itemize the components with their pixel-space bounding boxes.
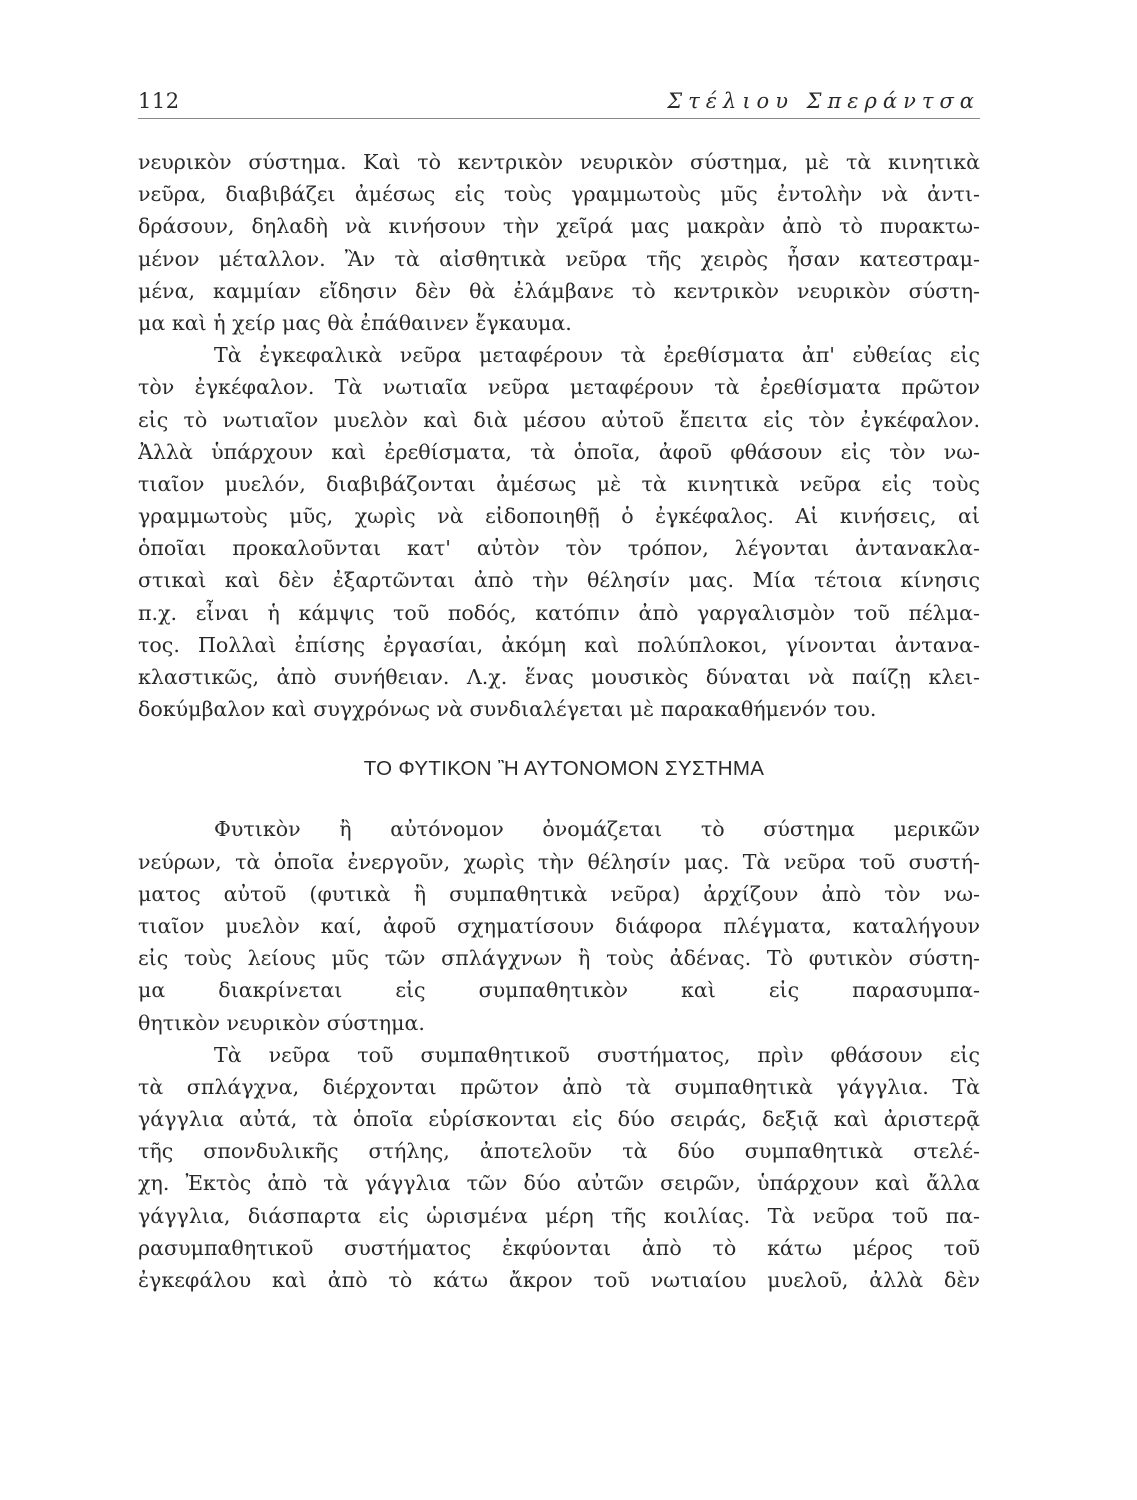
text-line: γραμμωτοὺς μῦς, χωρὶς νὰ εἰδοποιηθῇ ὁ ἐγκέφαλος. Αἱ κινήσεις, αἱ — [138, 504, 980, 529]
text-line: στικαὶ καὶ δὲν ἐξαρτῶνται ἀπὸ τὴν θέλησίν μας. Μία τέτοια κίνησις — [138, 568, 980, 593]
page-header — [138, 86, 980, 120]
section-gap — [138, 725, 980, 749]
text-line: μένον μέταλλον. Ἂν τὰ αἰσθητικὰ νεῦρα τῆς χειρὸς ἦσαν κατεστραμ- — [138, 246, 980, 271]
text-line: τιαῖον μυελόν, διαβιβάζονται ἀμέσως μὲ τὰ κινητικὰ νεῦρα εἰς τοὺς — [138, 471, 980, 496]
text-line: δράσουν, δηλαδὴ νὰ κινήσουν τὴν χεῖρά μας μακρὰν ἀπὸ τὸ πυρακτω- — [138, 214, 980, 239]
text-line: θητικὸν νευρικὸν σύστημα. — [138, 1010, 425, 1035]
text-line: ἐγκεφάλου καὶ ἀπὸ τὸ κάτω ἄκρον τοῦ νωτιαίου μυελοῦ, ἀλλὰ δὲν — [138, 1268, 980, 1292]
text-line: τῆς σπονδυλικῆς στήλης, ἀποτελοῦν τὰ δύο συμπαθητικὰ στελέ- — [138, 1139, 980, 1164]
text-line: μα διακρίνεται εἰς συμπαθητικὸν καὶ εἰς παρασυμπα- — [138, 978, 980, 1003]
text-line: κλαστικῶς, ἀπὸ συνήθειαν. Λ.χ. ἕνας μουσικὸς δύναται νὰ παίζῃ κλει- — [138, 665, 980, 689]
page-number: 112 — [138, 89, 180, 113]
text-line: νεύρων, τὰ ὁποῖα ἐνεργοῦν, χωρὶς τὴν θέλησίν μας. Τὰ νεῦρα τοῦ συστή- — [138, 849, 980, 874]
text-line: χη. Ἐκτὸς ἀπὸ τὰ γάγγλια τῶν δύο αὐτῶν σειρῶν, ὑπάρχουν καὶ ἄλλα — [138, 1171, 980, 1196]
text-line: γάγγλια, διάσπαρτα εἰς ὡρισμένα μέρη τῆς κοιλίας. Τὰ νεῦρα τοῦ πα- — [138, 1203, 980, 1228]
text-line: τιαῖον μυελὸν καί, ἀφοῦ σχηματίσουν διάφορα πλέγματα, καταλήγουν — [138, 913, 980, 938]
text-line: γάγγλια αὐτά, τὰ ὁποῖα εὑρίσκονται εἰς δύο σειράς, δεξιᾷ καὶ ἀριστερᾷ — [138, 1107, 980, 1132]
text-line: Τὰ νεῦρα τοῦ συμπαθητικοῦ συστήματος, πρὶν φθάσουν εἰς — [214, 1042, 980, 1067]
text-line: ὁποῖαι προκαλοῦνται κατ' αὐτὸν τὸν τρόπον, λέγονται ἀντανακλα- — [138, 536, 980, 561]
text-line: νευρικὸν σύστημα. Καὶ τὸ κεντρικὸν νευρικὸν σύστημα, μὲ τὰ κινητικὰ — [138, 150, 980, 174]
paragraph — [138, 1039, 980, 1297]
text-line: Τὰ ἐγκεφαλικὰ νεῦρα μεταφέρουν τὰ ἐρεθίσματα ἀπ' εὐθείας εἰς — [214, 343, 980, 368]
paragraph — [138, 339, 980, 725]
paragraph — [138, 146, 980, 339]
paragraph — [138, 813, 980, 1038]
text-line: Ἀλλὰ ὑπάρχουν καὶ ἐρεθίσματα, τὰ ὁποῖα, ἀφοῦ φθάσουν εἰς τὸν νω- — [138, 439, 980, 464]
text-line: μα καὶ ἡ χείρ μας θὰ ἐπάθαινεν ἔγκαυμα. — [138, 310, 572, 335]
header-rule — [138, 118, 980, 119]
running-head: Στέλιου Σπεράντσα — [667, 89, 980, 113]
section-heading: ΤΟ ΦΥΤΙΚΟΝ Ἢ ΑΥΤΟΝΟΜΟΝ ΣΥΣΤΗΜΑ — [363, 757, 765, 781]
text-line: π.χ. εἶναι ἡ κάμψις τοῦ ποδός, κατόπιν ἀπὸ γαργαλισμὸν τοῦ πέλμα- — [138, 600, 980, 625]
section-gap — [138, 789, 980, 813]
text-line: Φυτικὸν ἢ αὐτόνομον ὀνομάζεται τὸ σύστημα μερικῶν — [214, 817, 980, 842]
text-line: τὰ σπλάγχνα, διέρχονται πρῶτον ἀπὸ τὰ συμπαθητικὰ γάγγλια. Τὰ — [138, 1074, 980, 1099]
text-line: ρασυμπαθητικοῦ συστήματος ἐκφύονται ἀπὸ τὸ κάτω μέρος τοῦ — [138, 1235, 980, 1260]
text-line: ματος αὐτοῦ (φυτικὰ ἢ συμπαθητικὰ νεῦρα) ἀρχίζουν ἀπὸ τὸν νω- — [138, 881, 980, 906]
text-line: εἰς τὸ νωτιαῖον μυελὸν καὶ διὰ μέσου αὐτοῦ ἔπειτα εἰς τὸν ἐγκέφαλον. — [138, 407, 980, 432]
text-line: εἰς τοὺς λείους μῦς τῶν σπλάγχνων ἢ τοὺς ἀδένας. Τὸ φυτικὸν σύστη- — [138, 946, 980, 971]
text-line: τος. Πολλαὶ ἐπίσης ἐργασίαι, ἀκόμη καὶ πολύπλοκοι, γίνονται ἀντανα- — [138, 632, 980, 657]
text-line: τὸν ἐγκέφαλον. Τὰ νωτιαῖα νεῦρα μεταφέρουν τὰ ἐρεθίσματα πρῶτον — [138, 375, 980, 400]
page-body — [138, 146, 980, 1296]
text-line: μένα, καμμίαν εἴδησιν δὲν θὰ ἐλάμβανε τὸ κεντρικὸν νευρικὸν σύστη- — [138, 278, 980, 303]
text-line: νεῦρα, διαβιβάζει ἀμέσως εἰς τοὺς γραμμωτοὺς μῦς ἐντολὴν νὰ ἀντι- — [138, 182, 980, 207]
text-line: δοκύμβαλον καὶ συγχρόνως νὰ συνδιαλέγεται μὲ παρακαθήμενόν του. — [138, 697, 877, 722]
